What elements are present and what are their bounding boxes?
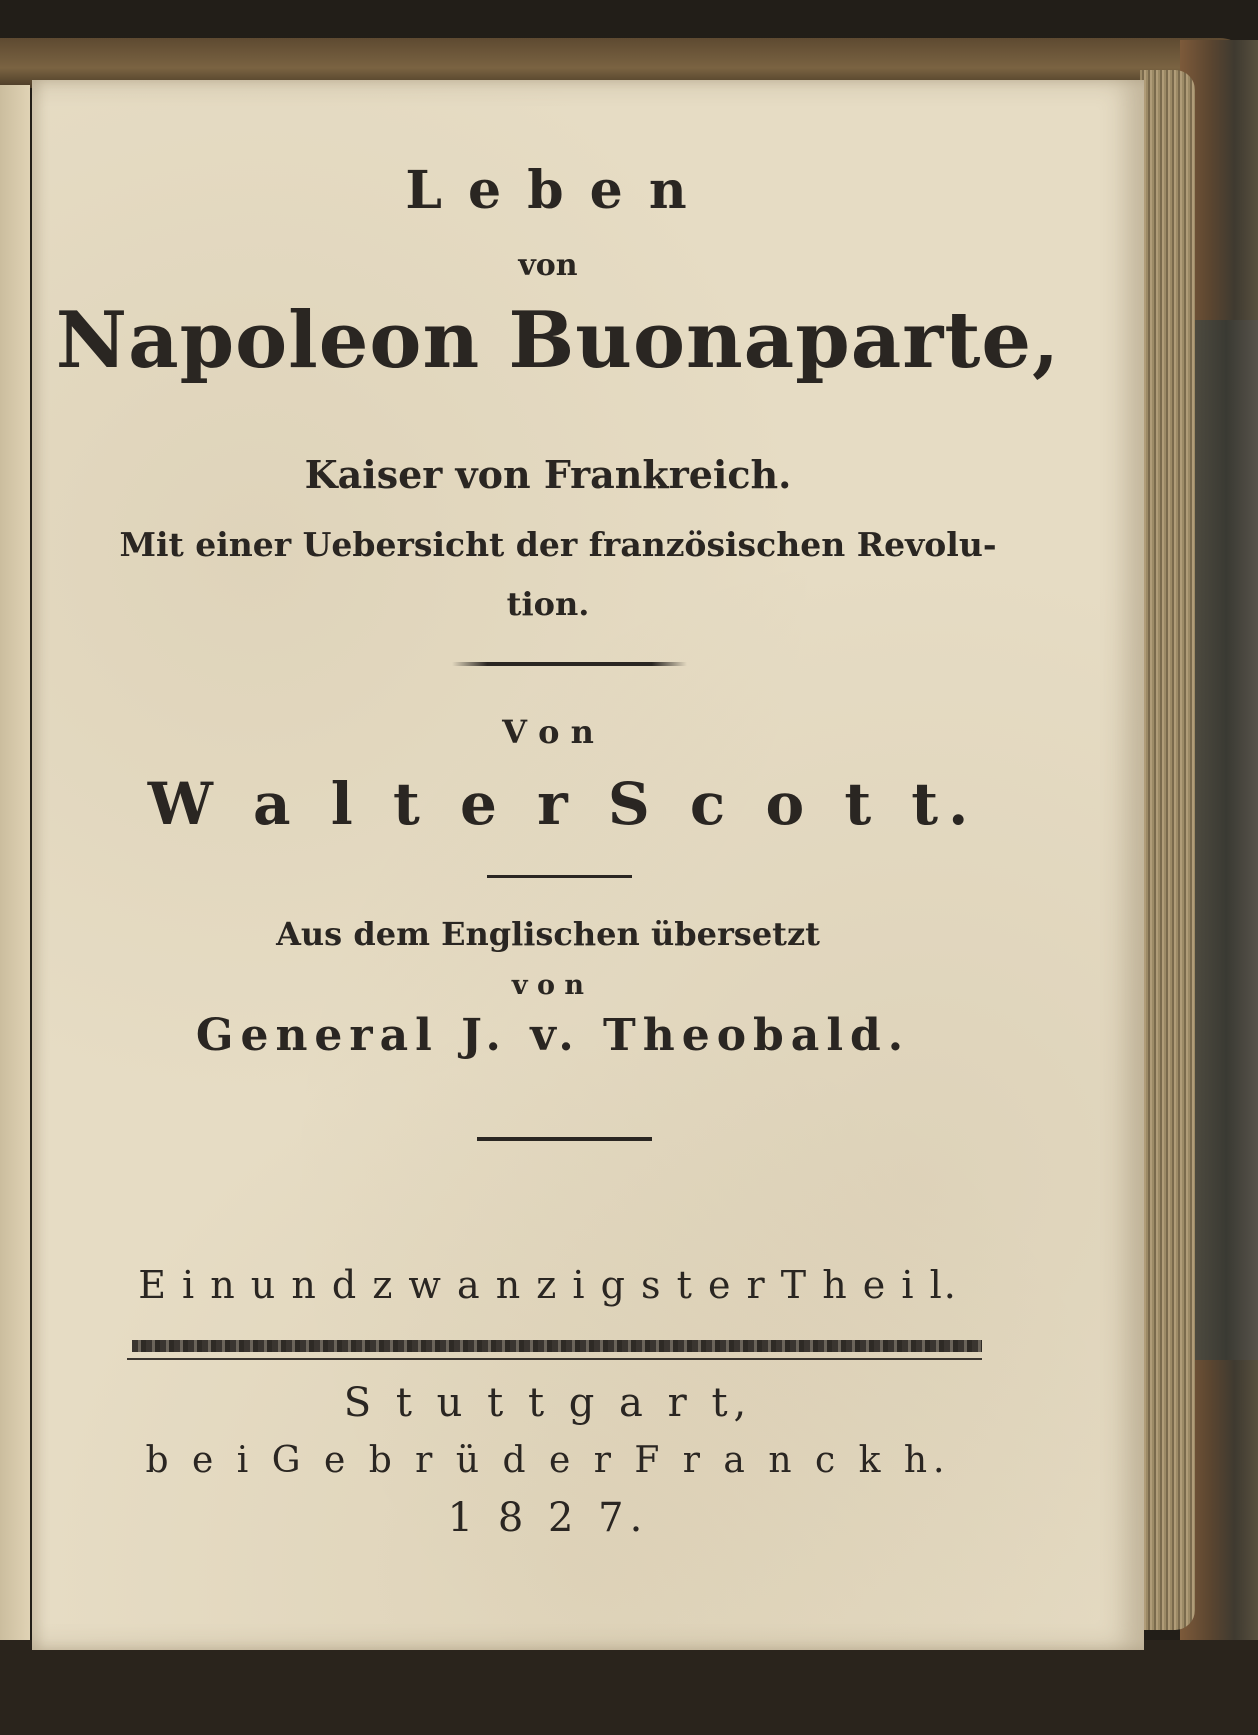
subject-name: Napoleon Buonaparte, bbox=[55, 295, 1061, 386]
connector-von: von bbox=[518, 248, 578, 283]
subject-title: Kaiser von Frankreich. bbox=[304, 452, 792, 497]
translation-by: v o n bbox=[511, 970, 585, 1001]
publication-year: 1 8 2 7. bbox=[447, 1495, 649, 1541]
ornamental-rule-1 bbox=[452, 662, 687, 666]
thin-rule bbox=[127, 1358, 982, 1360]
translation-note: Aus dem Englischen übersetzt bbox=[276, 915, 820, 953]
author-name: W a l t e r S c o t t. bbox=[147, 770, 979, 838]
heavy-rule bbox=[132, 1340, 982, 1352]
spine-leather-patch bbox=[1195, 320, 1258, 1360]
translator-name: General J. v. Theobald. bbox=[195, 1010, 911, 1061]
title: L e b e n bbox=[405, 160, 691, 221]
bottom-shadow bbox=[0, 1640, 1258, 1735]
by-label: V o n bbox=[502, 713, 594, 751]
title-page bbox=[32, 80, 1144, 1650]
publisher: b e i G e b r ü d e r F r a n c k h. bbox=[145, 1440, 951, 1481]
volume-label: E i n u n d z w a n z i g s t e r T h e i l. bbox=[138, 1263, 958, 1307]
divider-rule-2 bbox=[487, 875, 632, 878]
page-edges bbox=[1140, 70, 1195, 1630]
divider-rule-3 bbox=[477, 1137, 652, 1141]
place: S t u t t g a r t, bbox=[343, 1380, 753, 1426]
subtitle-line-2: tion. bbox=[506, 585, 590, 623]
subtitle-line-1: Mit einer Uebersicht der französischen Revolu- bbox=[119, 525, 997, 564]
